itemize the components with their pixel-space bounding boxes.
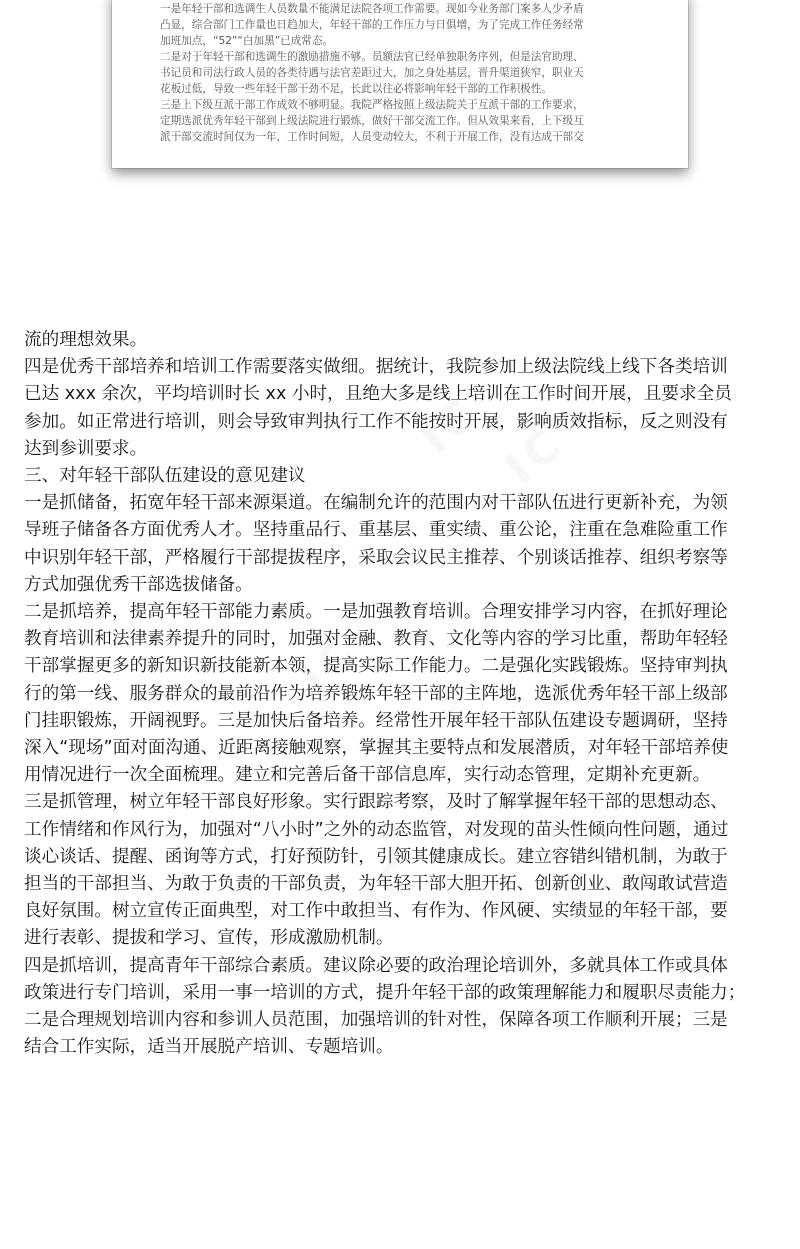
document-body bbox=[24, 327, 782, 1061]
watermark: IC bbox=[350, 846, 430, 925]
preview-line: 二是对于年轻干部和选调生的激励措施不够。员额法官已经单独职务序列，但是法官助理、 bbox=[160, 51, 584, 63]
document-line: 行的第一线、服务群众的最前沿作为培养锻炼年轻干部的主阵地，选派优秀年轻干部上级部 bbox=[24, 683, 728, 704]
watermark: IC bbox=[495, 416, 575, 495]
section-heading: 三、对年轻干部队伍建设的意见建议 bbox=[24, 466, 306, 487]
document-line: 谈心谈话、提醒、函询等方式，打好预防针，引领其健康成长。建立容错纠错机制，为敢于 bbox=[24, 846, 728, 867]
preview-text bbox=[160, 0, 660, 145]
document-line: 一是抓储备，拓宽年轻干部来源渠道。在编制允许的范围内对干部队伍进行更新补充，为领 bbox=[24, 493, 728, 514]
document-line: 担当的干部担当、为敢于负责的干部负责，为年轻干部大胆开拓、创新创业、敢闯敢试营造 bbox=[24, 874, 728, 895]
document-line: 导班子储备各方面优秀人才。坚持重品行、重基层、重实绩、重公论，注重在急难险重工作 bbox=[24, 520, 728, 541]
document-line: 参加。如正常进行培训，则会导致审判执行工作不能按时开展，影响质效指标，反之则没有 bbox=[24, 411, 728, 432]
document-line: 进行表彰、提拔和学习、宣传，形成激励机制。 bbox=[24, 928, 394, 949]
document-line: 达到参训要求。 bbox=[24, 438, 148, 459]
preview-line: 书记员和司法行政人员的各类待遇与法官差距过大，加之身处基层，晋升渠道狭窄，职业天 bbox=[160, 67, 584, 79]
preview-line: 花板过低，导致一些年轻干部干劲不足，长此以往必将影响年轻干部的工作积极性。 bbox=[160, 83, 552, 95]
preview-line: 定期选派优秀年轻干部到上级法院进行锻炼，做好干部交流工作。但从效果来看，上下级互 bbox=[160, 115, 584, 127]
document-preview-card bbox=[112, 0, 688, 168]
document-line: 四是优秀干部培养和培训工作需要落实做细。据统计，我院参加上级法院线上线下各类培训 bbox=[24, 357, 728, 378]
document-line: 深入“现场”面对面沟通、近距离接触观察，掌握其主要特点和发展潜质，对年轻干部培养使 bbox=[24, 738, 729, 759]
preview-line: 一是年轻干部和选调生人员数量不能满足法院各项工作需要。现如今业务部门案多人少矛盾 bbox=[160, 3, 584, 15]
document-line: 良好氛围。树立宣传正面典型，对工作中敢担当、有作为、作风硬、实绩显的年轻干部，要 bbox=[24, 901, 728, 922]
preview-line: 派干部交流时间仅为一年，工作时间短，人员变动较大，不利于开展工作，没有达成干部交 bbox=[160, 131, 584, 143]
document-line: 已达 xxx 余次，平均培训时长 xx 小时，且绝大多是线上培训在工作时间开展，且要求全员 bbox=[24, 384, 732, 405]
document-line: 教育培训和法律素养提升的同时，加强对金融、教育、文化等内容的学习比重，帮助年轻轻 bbox=[24, 629, 728, 650]
watermark: IC bbox=[410, 386, 490, 465]
document-line: 流的理想效果。 bbox=[24, 330, 148, 350]
document-line: 方式加强优秀干部选拔储备。 bbox=[24, 574, 253, 595]
preview-line: 凸显，综合部门工作量也日趋加大，年轻干部的工作压力与日俱增，为了完成工作任务经常 bbox=[160, 19, 584, 31]
document-line: 用情况进行一次全面梳理。建立和完善后备干部信息库，实行动态管理，定期补充更新。 bbox=[24, 765, 711, 786]
document-line: 四是抓培训，提高青年干部综合素质。建议除必要的政治理论培训外，多就具体工作或具体 bbox=[24, 955, 728, 976]
document-line: 工作情绪和作风行为，加强对“八小时”之外的动态监管，对发现的苗头性倾向性问题，通过 bbox=[24, 819, 729, 840]
document-line: 三是抓管理，树立年轻干部良好形象。实行跟踪考察，及时了解掌握年轻干部的思想动态、 bbox=[24, 792, 728, 813]
preview-line: 加班加点，“52”“白加黑”已成常态。 bbox=[160, 35, 334, 47]
preview-line: 三是上下级互派干部工作成效不够明显。我院严格按照上级法院关于互派干部的工作要求， bbox=[160, 99, 584, 111]
document-line: 政策进行专门培训，采用一事一培训的方式，提升年轻干部的政策理解能力和履职尽责能力； bbox=[24, 982, 746, 1003]
document-line: 门挂职锻炼，开阔视野。三是加快后备培养。经常性开展年轻干部队伍建设专题调研，坚持 bbox=[24, 710, 728, 731]
document-line: 二是抓培养，提高年轻干部能力素质。一是加强教育培训。合理安排学习内容，在抓好理论 bbox=[24, 602, 728, 623]
document-line: 结合工作实际，适当开展脱产培训、专题培训。 bbox=[24, 1037, 394, 1058]
document-line: 二是合理规划培训内容和参训人员范围，加强培训的针对性，保障各项工作顺利开展；三是 bbox=[24, 1010, 728, 1031]
document-line: 中识别年轻干部，严格履行干部提拔程序，采取会议民主推荐、个别谈话推荐、组织考察等 bbox=[24, 547, 728, 568]
document-line: 干部掌握更多的新知识新技能新本领，提高实际工作能力。二是强化实践锻炼。坚持审判执 bbox=[24, 656, 728, 677]
watermark: IC bbox=[290, 626, 370, 705]
